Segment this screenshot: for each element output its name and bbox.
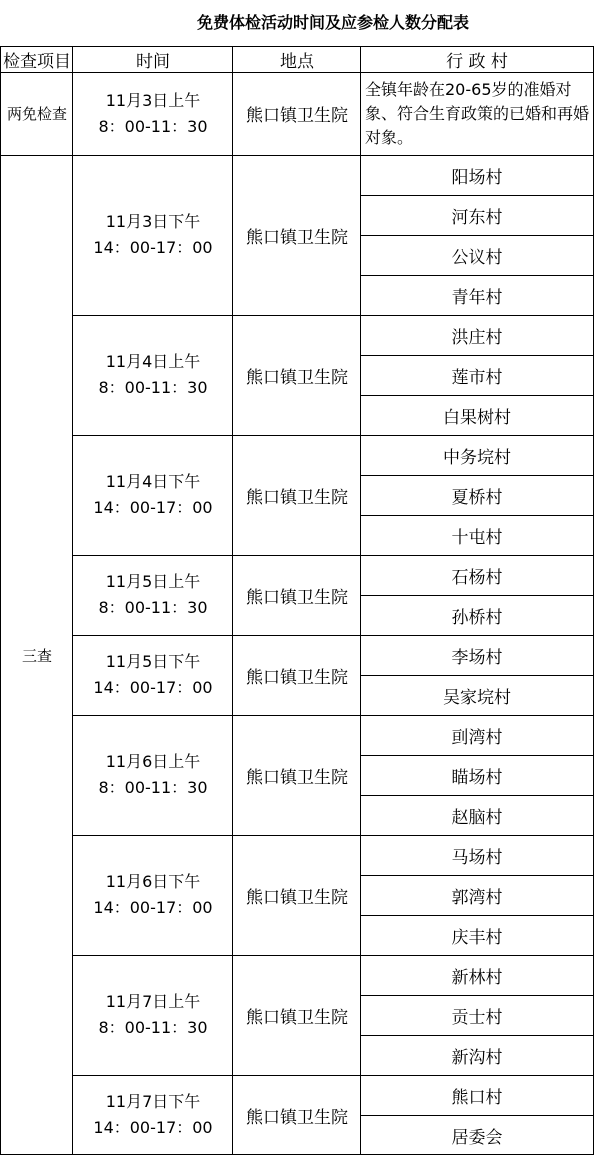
time-cell [73, 635, 233, 715]
grid-line [360, 235, 594, 236]
time-line1: 11月4日上午 [105, 352, 201, 371]
place-cell: 熊口镇卫生院 [246, 1107, 348, 1128]
time-line2: 8：00-11：30 [98, 598, 208, 617]
grid-line [72, 955, 594, 956]
grid-line [72, 715, 594, 716]
time-cell [73, 955, 233, 1075]
time-line1: 11月4日下午 [105, 472, 201, 491]
grid-line [360, 475, 594, 476]
item-two-exempt: 两免检查 [6, 105, 67, 123]
time-line2: 8：00-11：30 [98, 778, 208, 797]
description-two-exempt: 全镇年龄在20-65岁的准婚对象、符合生育政策的已婚和再婚对象。 [365, 79, 590, 147]
time-line1: 11月3日下午 [105, 212, 201, 231]
header-place: 地点 [280, 51, 314, 72]
grid-line [72, 315, 594, 316]
time-line2: 14：00-17：00 [93, 238, 213, 257]
village-cell: 莲市村 [451, 367, 503, 388]
grid-line [360, 915, 594, 916]
time-two-exempt [73, 72, 233, 155]
time-line2: 14：00-17：00 [93, 1118, 213, 1137]
grid-line [360, 515, 594, 516]
grid-line [360, 46, 361, 1155]
village-cell: 贡士村 [451, 1007, 503, 1028]
time-cell [73, 555, 233, 635]
time-line1: 11月5日上午 [105, 572, 201, 591]
village-cell: 李场村 [451, 647, 503, 668]
time-line1: 11月6日下午 [105, 872, 201, 891]
time-cell [73, 1075, 233, 1155]
grid-line [360, 1115, 594, 1116]
time-line2: 8：00-11：30 [98, 1018, 208, 1037]
time-line2: 8：00-11：30 [98, 116, 208, 136]
time-line1: 11月5日下午 [105, 652, 201, 671]
item-three-check: 三查 [21, 646, 52, 665]
place-cell: 熊口镇卫生院 [246, 487, 348, 508]
village-cell: 公议村 [451, 247, 503, 268]
village-cell: 石杨村 [451, 567, 503, 588]
grid-line [360, 795, 594, 796]
grid-line [360, 275, 594, 276]
grid-line [360, 875, 594, 876]
village-cell: 阳场村 [451, 167, 503, 188]
time-cell [73, 315, 233, 435]
time-line2: 14：00-17：00 [93, 678, 213, 697]
header-village: 行 政 村 [446, 51, 508, 72]
time-line2: 14：00-17：00 [93, 898, 213, 917]
grid-line [232, 46, 233, 1155]
time-cell [73, 835, 233, 955]
grid-line [360, 355, 594, 356]
grid-line [360, 195, 594, 196]
grid-line [360, 995, 594, 996]
place-cell: 熊口镇卫生院 [246, 587, 348, 608]
grid-line [72, 835, 594, 836]
village-cell: 河东村 [451, 207, 503, 228]
grid-line [72, 635, 594, 636]
place-cell: 熊口镇卫生院 [246, 1007, 348, 1028]
village-cell: 洪庄村 [451, 327, 503, 348]
grid-line [72, 435, 594, 436]
village-cell: 赵脑村 [451, 807, 503, 828]
grid-line [72, 46, 73, 1155]
time-cell [73, 715, 233, 835]
village-cell: 白果树村 [443, 407, 511, 428]
grid-line [0, 72, 594, 73]
village-cell: 庆丰村 [451, 927, 503, 948]
village-cell: 刯湾村 [451, 727, 503, 748]
grid-line [360, 595, 594, 596]
village-cell: 吴家垸村 [443, 687, 511, 708]
grid-line [0, 46, 1, 1155]
grid-line [72, 555, 594, 556]
village-cell: 新林村 [451, 967, 503, 988]
time-line2: 14：00-17：00 [93, 498, 213, 517]
village-cell: 中务垸村 [443, 447, 511, 468]
grid-line [360, 675, 594, 676]
village-cell: 熊口村 [451, 1087, 503, 1108]
time-line1: 11月7日上午 [105, 992, 201, 1011]
village-cell: 居委会 [451, 1127, 503, 1148]
village-cell: 青年村 [451, 287, 503, 308]
village-cell: 夏桥村 [451, 487, 503, 508]
village-cell: 新沟村 [451, 1047, 503, 1068]
place-cell: 熊口镇卫生院 [246, 667, 348, 688]
place-cell: 熊口镇卫生院 [246, 227, 348, 248]
place-cell: 熊口镇卫生院 [246, 767, 348, 788]
grid-line [360, 1035, 594, 1036]
place-cell: 熊口镇卫生院 [246, 887, 348, 908]
time-line1: 11月6日上午 [105, 752, 201, 771]
grid-line [360, 755, 594, 756]
village-cell: 十屯村 [451, 527, 503, 548]
grid-line [0, 46, 594, 47]
header-time: 时间 [136, 51, 170, 72]
time-cell [73, 155, 233, 315]
grid-line [360, 395, 594, 396]
header-item: 检查项目 [3, 51, 71, 72]
time-cell [73, 435, 233, 555]
time-line1: 11月3日上午 [105, 90, 201, 110]
grid-line [0, 155, 594, 156]
page-title: 免费体检活动时间及应参检人数分配表 [196, 13, 469, 32]
time-line1: 11月7日下午 [105, 1092, 201, 1111]
village-cell: 瞄场村 [451, 767, 503, 788]
village-cell: 郭湾村 [451, 887, 503, 908]
village-cell: 孙桥村 [451, 607, 503, 628]
place-cell: 熊口镇卫生院 [246, 367, 348, 388]
village-cell: 马场村 [451, 847, 503, 868]
grid-line [72, 1075, 594, 1076]
time-line2: 8：00-11：30 [98, 378, 208, 397]
place-two-exempt: 熊口镇卫生院 [246, 106, 348, 126]
